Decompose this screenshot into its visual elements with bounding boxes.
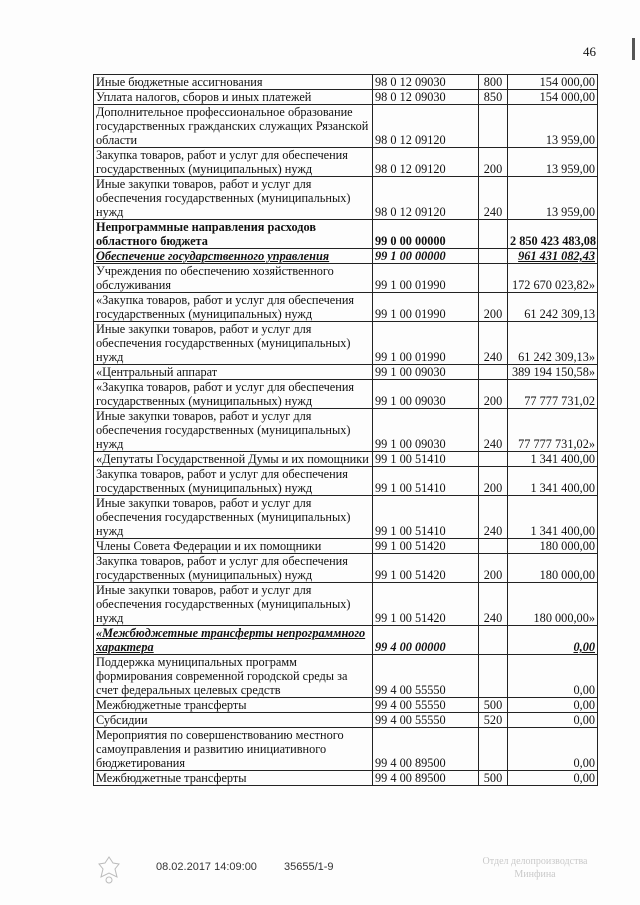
row-code: 99 1 00 01990 bbox=[373, 264, 479, 293]
row-expense-type: 850 bbox=[479, 90, 508, 105]
row-code: 99 1 00 51410 bbox=[373, 496, 479, 539]
row-sum: 1 341 400,00 bbox=[508, 467, 598, 496]
row-name: Закупка товаров, работ и услуг для обеспечения государственных (муниципальных) нужд bbox=[94, 554, 373, 583]
table-row bbox=[94, 496, 598, 539]
row-code: 99 1 00 51410 bbox=[373, 452, 479, 467]
table-row bbox=[94, 264, 598, 293]
row-expense-type bbox=[479, 365, 508, 380]
row-expense-type bbox=[479, 452, 508, 467]
row-name: Непрограммные направления расходов областного бюджета bbox=[94, 220, 373, 249]
row-name: Межбюджетные трансферты bbox=[94, 698, 373, 713]
row-expense-type bbox=[479, 264, 508, 293]
row-code: 99 1 00 51410 bbox=[373, 467, 479, 496]
seal-icon bbox=[96, 855, 122, 885]
scan-edge-mark bbox=[632, 38, 635, 60]
row-expense-type: 500 bbox=[479, 771, 508, 786]
table-row bbox=[94, 452, 598, 467]
row-sum: 77 777 731,02» bbox=[508, 409, 598, 452]
registration-stamp: Отдел делопроизводства Минфина bbox=[482, 856, 588, 880]
table-row bbox=[94, 220, 598, 249]
row-sum: 180 000,00 bbox=[508, 554, 598, 583]
row-expense-type: 200 bbox=[479, 554, 508, 583]
row-name: «Закупка товаров, работ и услуг для обеспечения государственных (муниципальных) нужд bbox=[94, 293, 373, 322]
row-code: 99 4 00 89500 bbox=[373, 771, 479, 786]
page-number: 46 bbox=[583, 44, 596, 59]
row-name: «Закупка товаров, работ и услуг для обеспечения государственных (муниципальных) нужд bbox=[94, 380, 373, 409]
table-row bbox=[94, 380, 598, 409]
row-name: «Центральный аппарат bbox=[94, 365, 373, 380]
row-code: 99 4 00 00000 bbox=[373, 626, 479, 655]
row-code: 98 0 12 09120 bbox=[373, 105, 479, 148]
row-sum: 61 242 309,13» bbox=[508, 322, 598, 365]
table-row bbox=[94, 105, 598, 148]
row-name: Иные закупки товаров, работ и услуг для обеспечения государственных (муниципальных) нужд bbox=[94, 496, 373, 539]
row-expense-type bbox=[479, 249, 508, 264]
table-row bbox=[94, 554, 598, 583]
row-name: Дополнительное профессиональное образование государственных гражданских служащих Рязанской области bbox=[94, 105, 373, 148]
footer-datetime: 08.02.2017 14:09:00 bbox=[156, 861, 257, 873]
table-row bbox=[94, 539, 598, 554]
table-row bbox=[94, 90, 598, 105]
row-name: Учреждения по обеспечению хозяйственного обслуживания bbox=[94, 264, 373, 293]
table-row bbox=[94, 177, 598, 220]
row-name: Иные закупки товаров, работ и услуг для обеспечения государственных (муниципальных) нужд bbox=[94, 583, 373, 626]
row-name: Обеспечение государственного управления bbox=[94, 249, 373, 264]
row-sum: 0,00 bbox=[508, 728, 598, 771]
table-row bbox=[94, 698, 598, 713]
row-expense-type: 520 bbox=[479, 713, 508, 728]
table-row bbox=[94, 728, 598, 771]
row-expense-type bbox=[479, 220, 508, 249]
row-sum: 1 341 400,00 bbox=[508, 496, 598, 539]
table-row bbox=[94, 409, 598, 452]
table-row bbox=[94, 148, 598, 177]
row-name: «Межбюджетные трансферты непрограммного характера bbox=[94, 626, 373, 655]
row-code: 99 4 00 55550 bbox=[373, 698, 479, 713]
row-sum: 1 341 400,00 bbox=[508, 452, 598, 467]
row-sum: 13 959,00 bbox=[508, 105, 598, 148]
row-sum: 0,00 bbox=[508, 698, 598, 713]
row-name: Иные бюджетные ассигнования bbox=[94, 75, 373, 90]
row-expense-type bbox=[479, 655, 508, 698]
row-code: 99 1 00 01990 bbox=[373, 293, 479, 322]
row-sum: 0,00 bbox=[508, 713, 598, 728]
row-expense-type bbox=[479, 539, 508, 554]
row-code: 99 1 00 00000 bbox=[373, 249, 479, 264]
row-name: Уплата налогов, сборов и иных платежей bbox=[94, 90, 373, 105]
row-code: 99 1 00 09030 bbox=[373, 380, 479, 409]
row-sum: 389 194 150,58» bbox=[508, 365, 598, 380]
row-name: «Депутаты Государственной Думы и их помощники bbox=[94, 452, 373, 467]
table-row bbox=[94, 713, 598, 728]
row-sum: 172 670 023,82» bbox=[508, 264, 598, 293]
row-sum: 2 850 423 483,08 bbox=[508, 220, 598, 249]
row-code: 99 0 00 00000 bbox=[373, 220, 479, 249]
row-name: Мероприятия по совершенствованию местного самоуправления и развитию инициативного бюджетирования bbox=[94, 728, 373, 771]
row-sum: 180 000,00 bbox=[508, 539, 598, 554]
budget-table bbox=[93, 74, 598, 786]
row-expense-type: 240 bbox=[479, 322, 508, 365]
row-sum: 13 959,00 bbox=[508, 148, 598, 177]
row-name: Закупка товаров, работ и услуг для обеспечения государственных (муниципальных) нужд bbox=[94, 467, 373, 496]
row-name: Субсидии bbox=[94, 713, 373, 728]
row-sum: 961 431 082,43 bbox=[508, 249, 598, 264]
row-code: 99 1 00 51420 bbox=[373, 583, 479, 626]
row-name: Иные закупки товаров, работ и услуг для обеспечения государственных (муниципальных) нужд bbox=[94, 177, 373, 220]
row-expense-type: 200 bbox=[479, 467, 508, 496]
row-name: Иные закупки товаров, работ и услуг для обеспечения государственных (муниципальных) нужд bbox=[94, 322, 373, 365]
row-expense-type: 240 bbox=[479, 583, 508, 626]
row-expense-type: 500 bbox=[479, 698, 508, 713]
row-sum: 0,00 bbox=[508, 655, 598, 698]
row-code: 99 1 00 51420 bbox=[373, 539, 479, 554]
row-expense-type: 240 bbox=[479, 409, 508, 452]
row-expense-type bbox=[479, 728, 508, 771]
row-expense-type bbox=[479, 626, 508, 655]
row-expense-type: 240 bbox=[479, 496, 508, 539]
row-name: Поддержка муниципальных программ формирования современной городской среды за счет федеральных целевых средств bbox=[94, 655, 373, 698]
row-code: 99 1 00 51420 bbox=[373, 554, 479, 583]
row-code: 99 1 00 09030 bbox=[373, 409, 479, 452]
footer-doc-id: 35655/1-9 bbox=[284, 861, 334, 873]
row-expense-type: 200 bbox=[479, 293, 508, 322]
table-row bbox=[94, 467, 598, 496]
table-row bbox=[94, 771, 598, 786]
row-sum: 61 242 309,13 bbox=[508, 293, 598, 322]
row-expense-type: 200 bbox=[479, 380, 508, 409]
table-row bbox=[94, 249, 598, 264]
row-name: Члены Совета Федерации и их помощники bbox=[94, 539, 373, 554]
row-name: Закупка товаров, работ и услуг для обеспечения государственных (муниципальных) нужд bbox=[94, 148, 373, 177]
row-code: 99 4 00 55550 bbox=[373, 713, 479, 728]
row-code: 99 1 00 01990 bbox=[373, 322, 479, 365]
row-sum: 77 777 731,02 bbox=[508, 380, 598, 409]
row-expense-type: 240 bbox=[479, 177, 508, 220]
row-code: 98 0 12 09120 bbox=[373, 177, 479, 220]
row-sum: 0,00 bbox=[508, 771, 598, 786]
budget-table-body bbox=[94, 75, 598, 786]
row-code: 98 0 12 09120 bbox=[373, 148, 479, 177]
row-sum: 154 000,00 bbox=[508, 75, 598, 90]
row-expense-type: 800 bbox=[479, 75, 508, 90]
table-row bbox=[94, 365, 598, 380]
row-code: 99 4 00 55550 bbox=[373, 655, 479, 698]
table-row bbox=[94, 322, 598, 365]
row-sum: 13 959,00 bbox=[508, 177, 598, 220]
row-name: Межбюджетные трансферты bbox=[94, 771, 373, 786]
table-row bbox=[94, 655, 598, 698]
row-sum: 180 000,00» bbox=[508, 583, 598, 626]
table-row bbox=[94, 583, 598, 626]
row-code: 98 0 12 09030 bbox=[373, 90, 479, 105]
row-expense-type: 200 bbox=[479, 148, 508, 177]
table-row bbox=[94, 75, 598, 90]
table-row bbox=[94, 626, 598, 655]
row-code: 99 1 00 09030 bbox=[373, 365, 479, 380]
row-code: 99 4 00 89500 bbox=[373, 728, 479, 771]
row-expense-type bbox=[479, 105, 508, 148]
row-code: 98 0 12 09030 bbox=[373, 75, 479, 90]
row-name: Иные закупки товаров, работ и услуг для обеспечения государственных (муниципальных) нужд bbox=[94, 409, 373, 452]
row-sum: 154 000,00 bbox=[508, 90, 598, 105]
table-row bbox=[94, 293, 598, 322]
row-sum: 0,00 bbox=[508, 626, 598, 655]
